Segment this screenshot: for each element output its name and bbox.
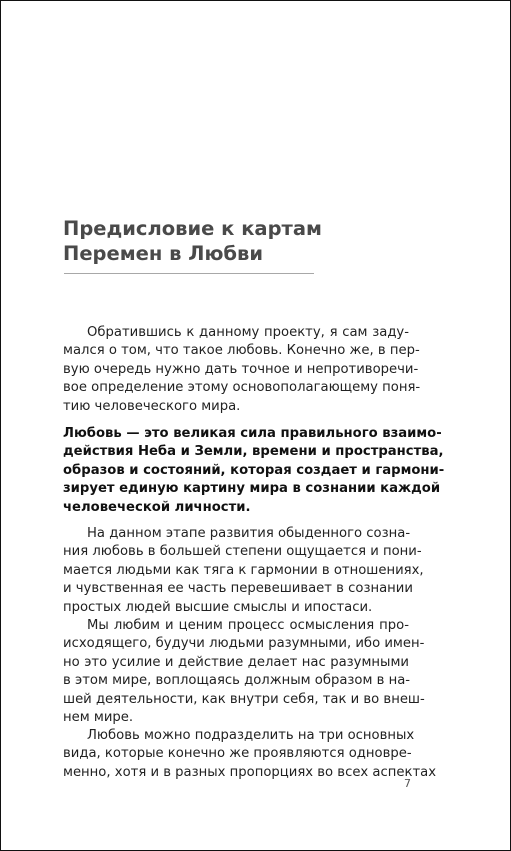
chapter-title [63,216,363,266]
text-line: простых людей высшие смыслы и ипостаси. [63,599,373,615]
chapter-title-line-2: Перемен в Любви [63,242,264,265]
text-line: На данном этапе развития обыденного созна- [87,526,411,541]
text-line: Мы любим и ценим процесс осмысления про- [87,618,409,633]
text-line: вое определение этому основополагающему поня- [63,380,421,396]
love-definition-paragraph [63,425,445,517]
text-line: действия Неба и Земли, времени и пространства, [63,444,444,460]
text-line: образов и состояний, которая создает и гармони- [63,462,445,478]
text-line: вую очередь нужно дать точное и непротиворечи- [63,361,419,377]
text-line: Любовь — это великая сила правильного взаимо- [63,426,442,441]
page-number: 7 [404,777,411,790]
text-line: зирует единую картину мира в сознании каждой [63,481,441,497]
title-underline [64,273,314,274]
text-line: ния любовь в большей степени ощущается и пони- [63,544,422,560]
text-line: менно, хотя и в разных пропорциях во всех аспектах [63,764,437,780]
text-line: исходящего, будучи людьми разумными, ибо имен- [63,636,425,652]
text-line: нем мире. [63,710,134,726]
consciousness-paragraph [63,525,424,617]
chapter-title-line-1: Предисловие к картам [63,217,322,240]
text-line: шей деятельности, как внутри себя, так и во внеш- [63,691,425,707]
text-line: в этом мире, воплощаясь должным образом в на- [63,673,411,689]
text-line: мался о том, что такое любовь. Конечно же, в пер- [63,343,420,359]
love-types-paragraph [63,727,437,782]
text-line: и чувственная ее часть перевешивает в сознании [63,581,413,597]
text-line: мается людьми как тяга к гармонии в отношениях, [63,562,424,578]
text-line: Любовь можно подразделить на три основных [87,728,415,743]
text-line: но это усилие и действие делает нас разумными [63,654,409,670]
text-line: Обратившись к данному проекту, я сам заду- [87,325,409,340]
intro-paragraph [63,324,421,416]
text-line: тию человеческого мира. [63,398,241,414]
reasoning-paragraph [63,617,425,727]
text-line: вида, которые конечно же проявляются одновре- [63,746,412,762]
text-line: человеческой личности. [63,499,251,515]
